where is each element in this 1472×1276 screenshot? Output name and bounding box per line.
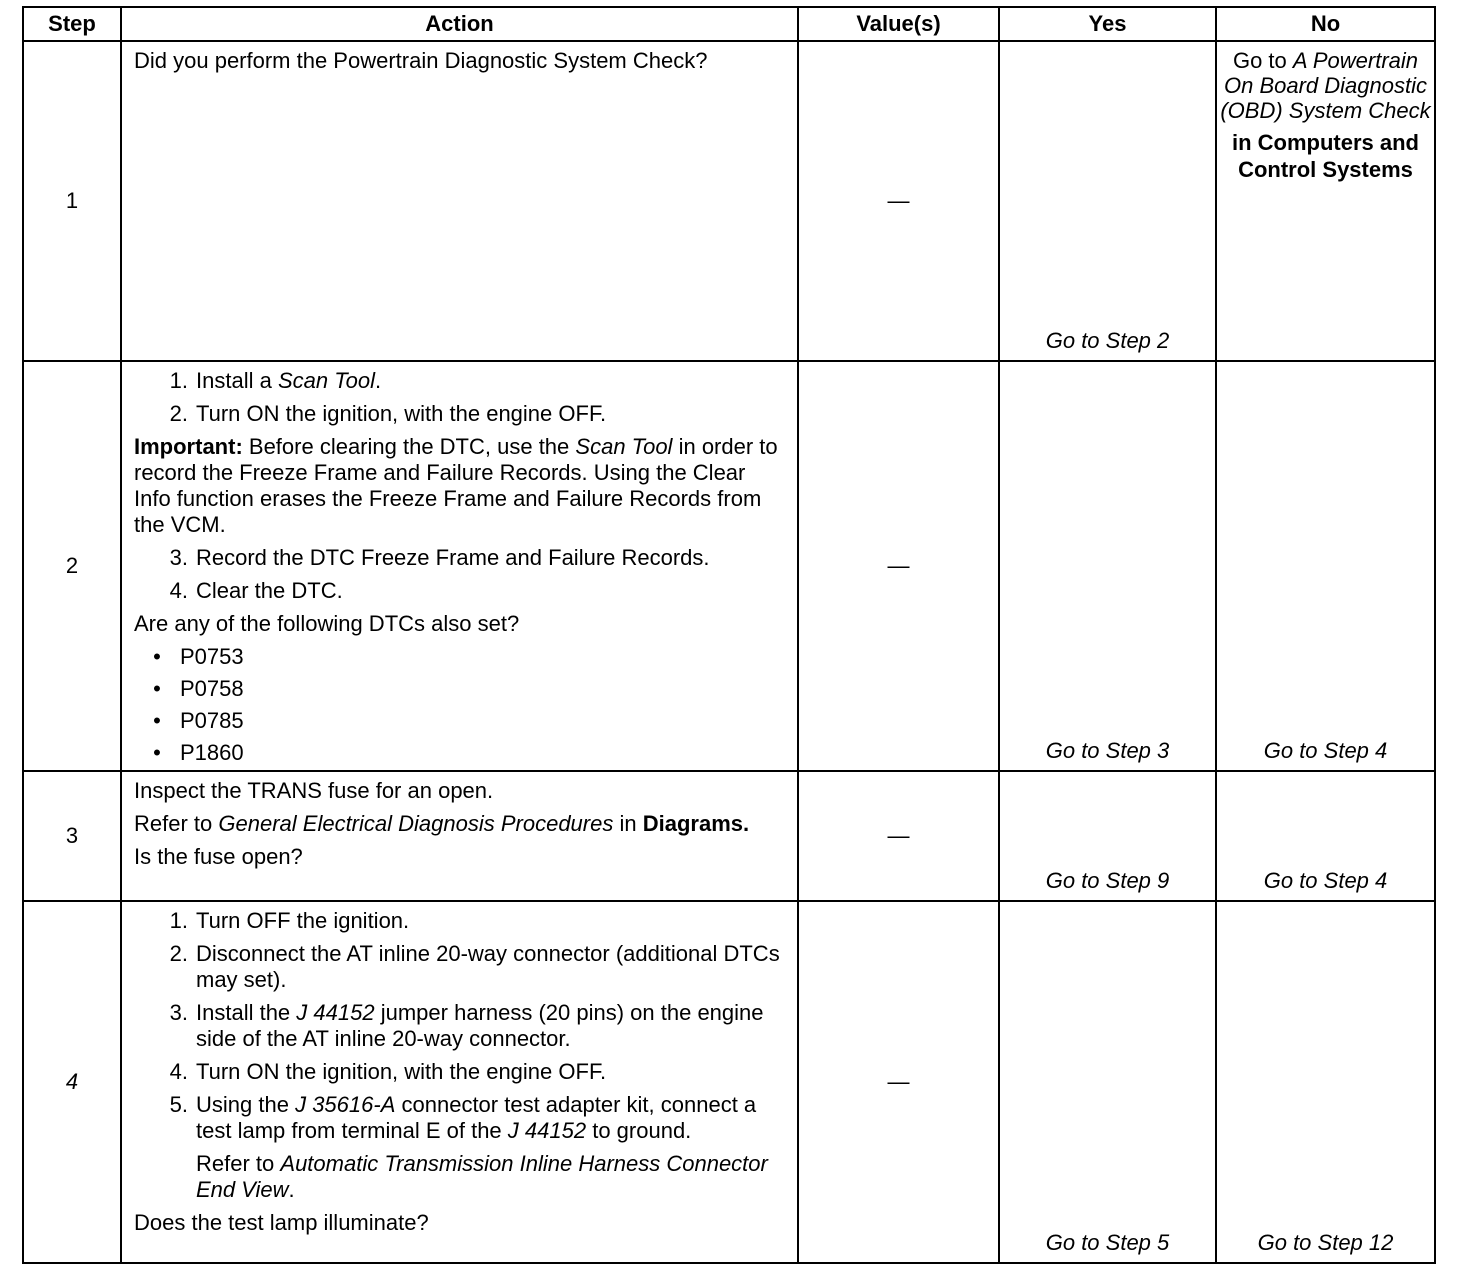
important-label: Important: — [134, 434, 243, 459]
list-number: 5. — [169, 1092, 188, 1117]
action-question: Does the test lamp illuminate? — [134, 1210, 429, 1235]
diagnostic-table — [22, 6, 1436, 1264]
no-cell: Go to Step 4 — [1216, 771, 1435, 901]
list-number: 2. — [169, 401, 188, 426]
text: Disconnect the AT inline 20-way connector (additional DTCs may set). — [196, 941, 780, 992]
dtc-item — [134, 740, 785, 766]
list-number: 3. — [169, 1000, 188, 1025]
dtc-code: P1860 — [180, 740, 244, 765]
table-row — [23, 901, 1435, 1263]
bullet: • — [153, 708, 161, 733]
list-item — [134, 908, 785, 934]
list-number: 1. — [169, 368, 188, 393]
table-row — [23, 771, 1435, 901]
header-no: No — [1216, 7, 1435, 41]
value-cell: — — [798, 901, 999, 1263]
bullet: • — [153, 740, 161, 765]
refer-note — [134, 811, 785, 837]
dtc-code: P0785 — [180, 708, 244, 733]
table-row — [23, 41, 1435, 361]
dtc-item — [134, 708, 785, 734]
list-number: 4. — [169, 578, 188, 603]
no-suffix: in Computers and Control Systems — [1231, 130, 1419, 182]
important-note — [134, 434, 785, 538]
text: Clear the DTC. — [196, 578, 343, 603]
header-values: Value(s) — [798, 7, 999, 41]
no-cell: Go to Step 12 — [1216, 901, 1435, 1263]
list-number: 1. — [169, 908, 188, 933]
text: Inspect the TRANS fuse for an open. — [134, 778, 494, 803]
list-item — [134, 941, 785, 993]
list-number: 4. — [169, 1059, 188, 1084]
text: Install a — [196, 368, 272, 393]
text: Turn OFF the ignition. — [196, 908, 410, 933]
bullet: • — [153, 676, 161, 701]
yes-cell: Go to Step 5 — [999, 901, 1216, 1263]
list-item — [134, 1000, 785, 1052]
dtc-item — [134, 676, 785, 702]
text: . — [375, 368, 382, 393]
yes-cell: Go to Step 2 — [999, 41, 1216, 361]
action-cell — [121, 41, 798, 361]
text: Before clearing the DTC, use the — [248, 434, 570, 459]
text: to ground. — [592, 1118, 692, 1143]
list-item — [134, 368, 785, 394]
text-emphasis: J 44152 — [507, 1118, 587, 1143]
no-cell — [1216, 41, 1435, 361]
table-row — [23, 361, 1435, 771]
text: Refer to — [134, 811, 213, 836]
text: Record the DTC Freeze Frame and Failure Records. — [196, 545, 710, 570]
text: jumper harness (20 pins) on the engine side of the AT inline 20-way connector. — [196, 1000, 764, 1051]
text: Refer to — [196, 1151, 275, 1176]
yes-cell: Go to Step 9 — [999, 771, 1216, 901]
step-number: 1 — [23, 41, 121, 361]
bullet: • — [153, 644, 161, 669]
list-number: 2. — [169, 941, 188, 966]
text-emphasis: J 35616-A — [295, 1092, 396, 1117]
yes-cell: Go to Step 3 — [999, 361, 1216, 771]
text: Turn ON the ignition, with the engine OFF. — [196, 401, 607, 426]
text: . — [288, 1177, 295, 1202]
header-step: Step — [23, 7, 121, 41]
dtc-code: P0758 — [180, 676, 244, 701]
action-question: Are any of the following DTCs also set? — [134, 611, 520, 636]
action-question: Is the fuse open? — [134, 844, 303, 869]
header-yes: Yes — [999, 7, 1216, 41]
list-item — [134, 545, 785, 571]
text: in — [619, 811, 637, 836]
no-link: A Powertrain On Board Diagnostic (OBD) System Check — [1220, 48, 1431, 123]
list-item — [134, 1059, 785, 1085]
text: Using the — [196, 1092, 289, 1117]
refer-note — [134, 1151, 785, 1203]
list-item — [134, 578, 785, 604]
header-row — [23, 7, 1435, 41]
value-cell: — — [798, 41, 999, 361]
no-cell: Go to Step 4 — [1216, 361, 1435, 771]
list-item — [134, 1092, 785, 1144]
text: in order to record the Freeze Frame and Failure Records. Using the Clear Info function erases the Freeze Frame and Failure Records from the VCM. — [134, 434, 778, 537]
action-cell — [121, 361, 798, 771]
text-emphasis: Automatic Transmission Inline Harness Connector End View — [196, 1151, 768, 1202]
action-cell — [121, 901, 798, 1263]
text: Install the — [196, 1000, 291, 1025]
text-bold: Diagrams. — [642, 811, 750, 836]
dtc-item — [134, 644, 785, 670]
list-number: 3. — [169, 545, 188, 570]
step-number: 4 — [23, 901, 121, 1263]
header-action: Action — [121, 7, 798, 41]
dtc-code: P0753 — [180, 644, 244, 669]
step-number: 2 — [23, 361, 121, 771]
value-cell: — — [798, 771, 999, 901]
text: connector test adapter kit, connect a test lamp from terminal E of the — [196, 1092, 757, 1143]
text-emphasis: J 44152 — [296, 1000, 375, 1025]
action-question: Did you perform the Powertrain Diagnostic System Check? — [134, 48, 708, 73]
text-emphasis: Scan Tool — [277, 368, 375, 393]
text: Turn ON the ignition, with the engine OFF. — [196, 1059, 607, 1084]
text-emphasis: Scan Tool — [575, 434, 673, 459]
list-item — [134, 401, 785, 427]
value-cell: — — [798, 361, 999, 771]
no-prefix: Go to — [1232, 48, 1287, 73]
text-emphasis: General Electrical Diagnosis Procedures — [218, 811, 614, 836]
action-cell — [121, 771, 798, 901]
step-number: 3 — [23, 771, 121, 901]
